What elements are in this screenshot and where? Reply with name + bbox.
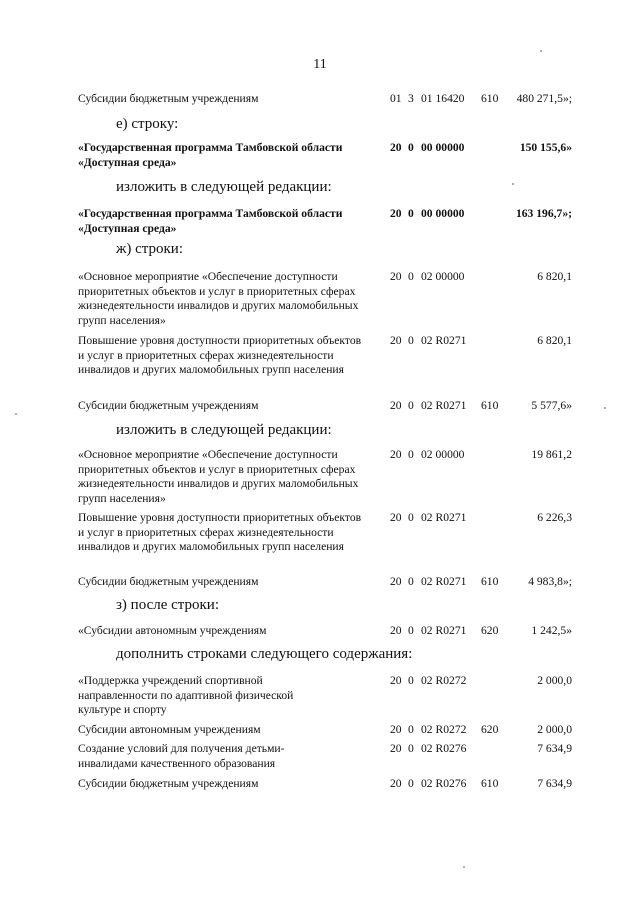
scan-speck xyxy=(15,413,17,415)
paragraph-zh: ж) строки: xyxy=(116,241,183,257)
code-target-article: 02 R0271 xyxy=(421,511,467,524)
row-description: «Основное мероприятие «Обеспечение доступности приоритетных объектов и услуг в приоритетных сферах жизнедеятельности инвалидов и других маломобильных групп населения» xyxy=(78,448,359,505)
code-expense-type: 610 xyxy=(481,92,499,105)
code-section: 20 xyxy=(390,723,402,736)
code-expense-type: 610 xyxy=(481,399,499,412)
code-section: 20 xyxy=(390,334,402,347)
code-section: 20 xyxy=(390,141,402,154)
row-description: «Поддержка учреждений спортивной направленности по адаптивной физической культуре и спорту xyxy=(78,674,294,717)
row-description: «Субсидии автономным учреждениям xyxy=(78,624,267,637)
row-description: Субсидии бюджетным учреждениям xyxy=(78,777,259,790)
paragraph-izlozhit-1: изложить в следующей редакции: xyxy=(116,179,332,195)
code-subsection: 0 xyxy=(408,742,414,755)
amount: 480 271,5»; xyxy=(516,92,572,105)
row-description: Создание условий для получения детьми-инвалидами качественного образования xyxy=(78,742,285,770)
scan-speck xyxy=(604,407,606,409)
code-section: 20 xyxy=(390,575,402,588)
code-expense-type: 610 xyxy=(481,575,499,588)
code-subsection: 0 xyxy=(408,207,414,220)
code-section: 20 xyxy=(390,624,402,637)
code-section: 01 xyxy=(390,92,402,105)
paragraph-z: з) после строки: xyxy=(116,597,220,613)
code-target-article: 02 R0276 xyxy=(421,777,467,790)
amount: 1 242,5» xyxy=(531,624,572,637)
row-description: «Государственная программа Тамбовской области «Доступная среда» xyxy=(78,207,343,235)
code-target-article: 01 16420 xyxy=(421,92,465,105)
code-target-article: 02 R0272 xyxy=(421,723,467,736)
code-subsection: 0 xyxy=(408,334,414,347)
scan-speck xyxy=(540,50,542,52)
amount: 2 000,0 xyxy=(537,723,572,736)
amount: 2 000,0 xyxy=(537,674,572,687)
code-subsection: 0 xyxy=(408,624,414,637)
row-description: Субсидии бюджетным учреждениям xyxy=(78,92,259,105)
code-subsection: 0 xyxy=(408,575,414,588)
scan-speck xyxy=(463,866,465,868)
code-target-article: 02 R0271 xyxy=(421,624,467,637)
code-subsection: 0 xyxy=(408,399,414,412)
row-description: «Государственная программа Тамбовской области «Доступная среда» xyxy=(78,141,343,169)
code-subsection: 0 xyxy=(408,511,414,524)
code-subsection: 0 xyxy=(408,674,414,687)
code-subsection: 0 xyxy=(408,270,414,283)
amount: 19 861,2 xyxy=(531,448,572,461)
row-description: «Основное мероприятие «Обеспечение доступности приоритетных объектов и услуг в приоритетных сферах жизнедеятельности инвалидов и других маломобильных групп населения» xyxy=(78,270,359,327)
code-subsection: 0 xyxy=(408,448,414,461)
code-target-article: 02 R0271 xyxy=(421,575,467,588)
amount: 163 196,7»; xyxy=(515,207,572,220)
amount: 150 155,6» xyxy=(519,141,572,154)
code-subsection: 3 xyxy=(408,92,414,105)
code-target-article: 02 00000 xyxy=(421,270,465,283)
code-section: 20 xyxy=(390,399,402,412)
paragraph-izlozhit-2: изложить в следующей редакции: xyxy=(116,422,332,438)
code-target-article: 00 00000 xyxy=(421,141,465,154)
amount: 7 634,9 xyxy=(537,742,572,755)
code-expense-type: 620 xyxy=(481,723,499,736)
amount: 4 983,8»; xyxy=(528,575,572,588)
row-description: Субсидии бюджетным учреждениям xyxy=(78,399,259,412)
code-subsection: 0 xyxy=(408,777,414,790)
page-number: 11 xyxy=(313,57,327,72)
code-section: 20 xyxy=(390,207,402,220)
amount: 6 820,1 xyxy=(537,270,572,283)
row-description: Субсидии автономным учреждениям xyxy=(78,723,261,736)
amount: 7 634,9 xyxy=(537,777,572,790)
code-section: 20 xyxy=(390,742,402,755)
code-target-article: 02 R0271 xyxy=(421,399,467,412)
code-target-article: 02 00000 xyxy=(421,448,465,461)
code-section: 20 xyxy=(390,511,402,524)
row-description: Повышение уровня доступности приоритетных объектов и услуг в приоритетных сферах жизнедеятельности инвалидов и других маломобильных групп населения xyxy=(78,334,362,377)
code-target-article: 00 00000 xyxy=(421,207,465,220)
paragraph-dopolnit: дополнить строками следующего содержания: xyxy=(116,646,413,662)
amount: 5 577,6» xyxy=(531,399,572,412)
code-section: 20 xyxy=(390,674,402,687)
code-section: 20 xyxy=(390,448,402,461)
code-section: 20 xyxy=(390,777,402,790)
code-target-article: 02 R0276 xyxy=(421,742,467,755)
code-subsection: 0 xyxy=(408,141,414,154)
amount: 6 226,3 xyxy=(537,511,572,524)
code-expense-type: 610 xyxy=(481,777,499,790)
scan-speck xyxy=(512,183,514,185)
row-description: Субсидии бюджетным учреждениям xyxy=(78,575,259,588)
code-subsection: 0 xyxy=(408,723,414,736)
amount: 6 820,1 xyxy=(537,334,572,347)
paragraph-e: е) строку: xyxy=(116,116,179,132)
code-section: 20 xyxy=(390,270,402,283)
code-target-article: 02 R0272 xyxy=(421,674,467,687)
row-description: Повышение уровня доступности приоритетных объектов и услуг в приоритетных сферах жизнедеятельности инвалидов и других маломобильных групп населения xyxy=(78,511,362,554)
code-target-article: 02 R0271 xyxy=(421,334,467,347)
code-expense-type: 620 xyxy=(481,624,499,637)
